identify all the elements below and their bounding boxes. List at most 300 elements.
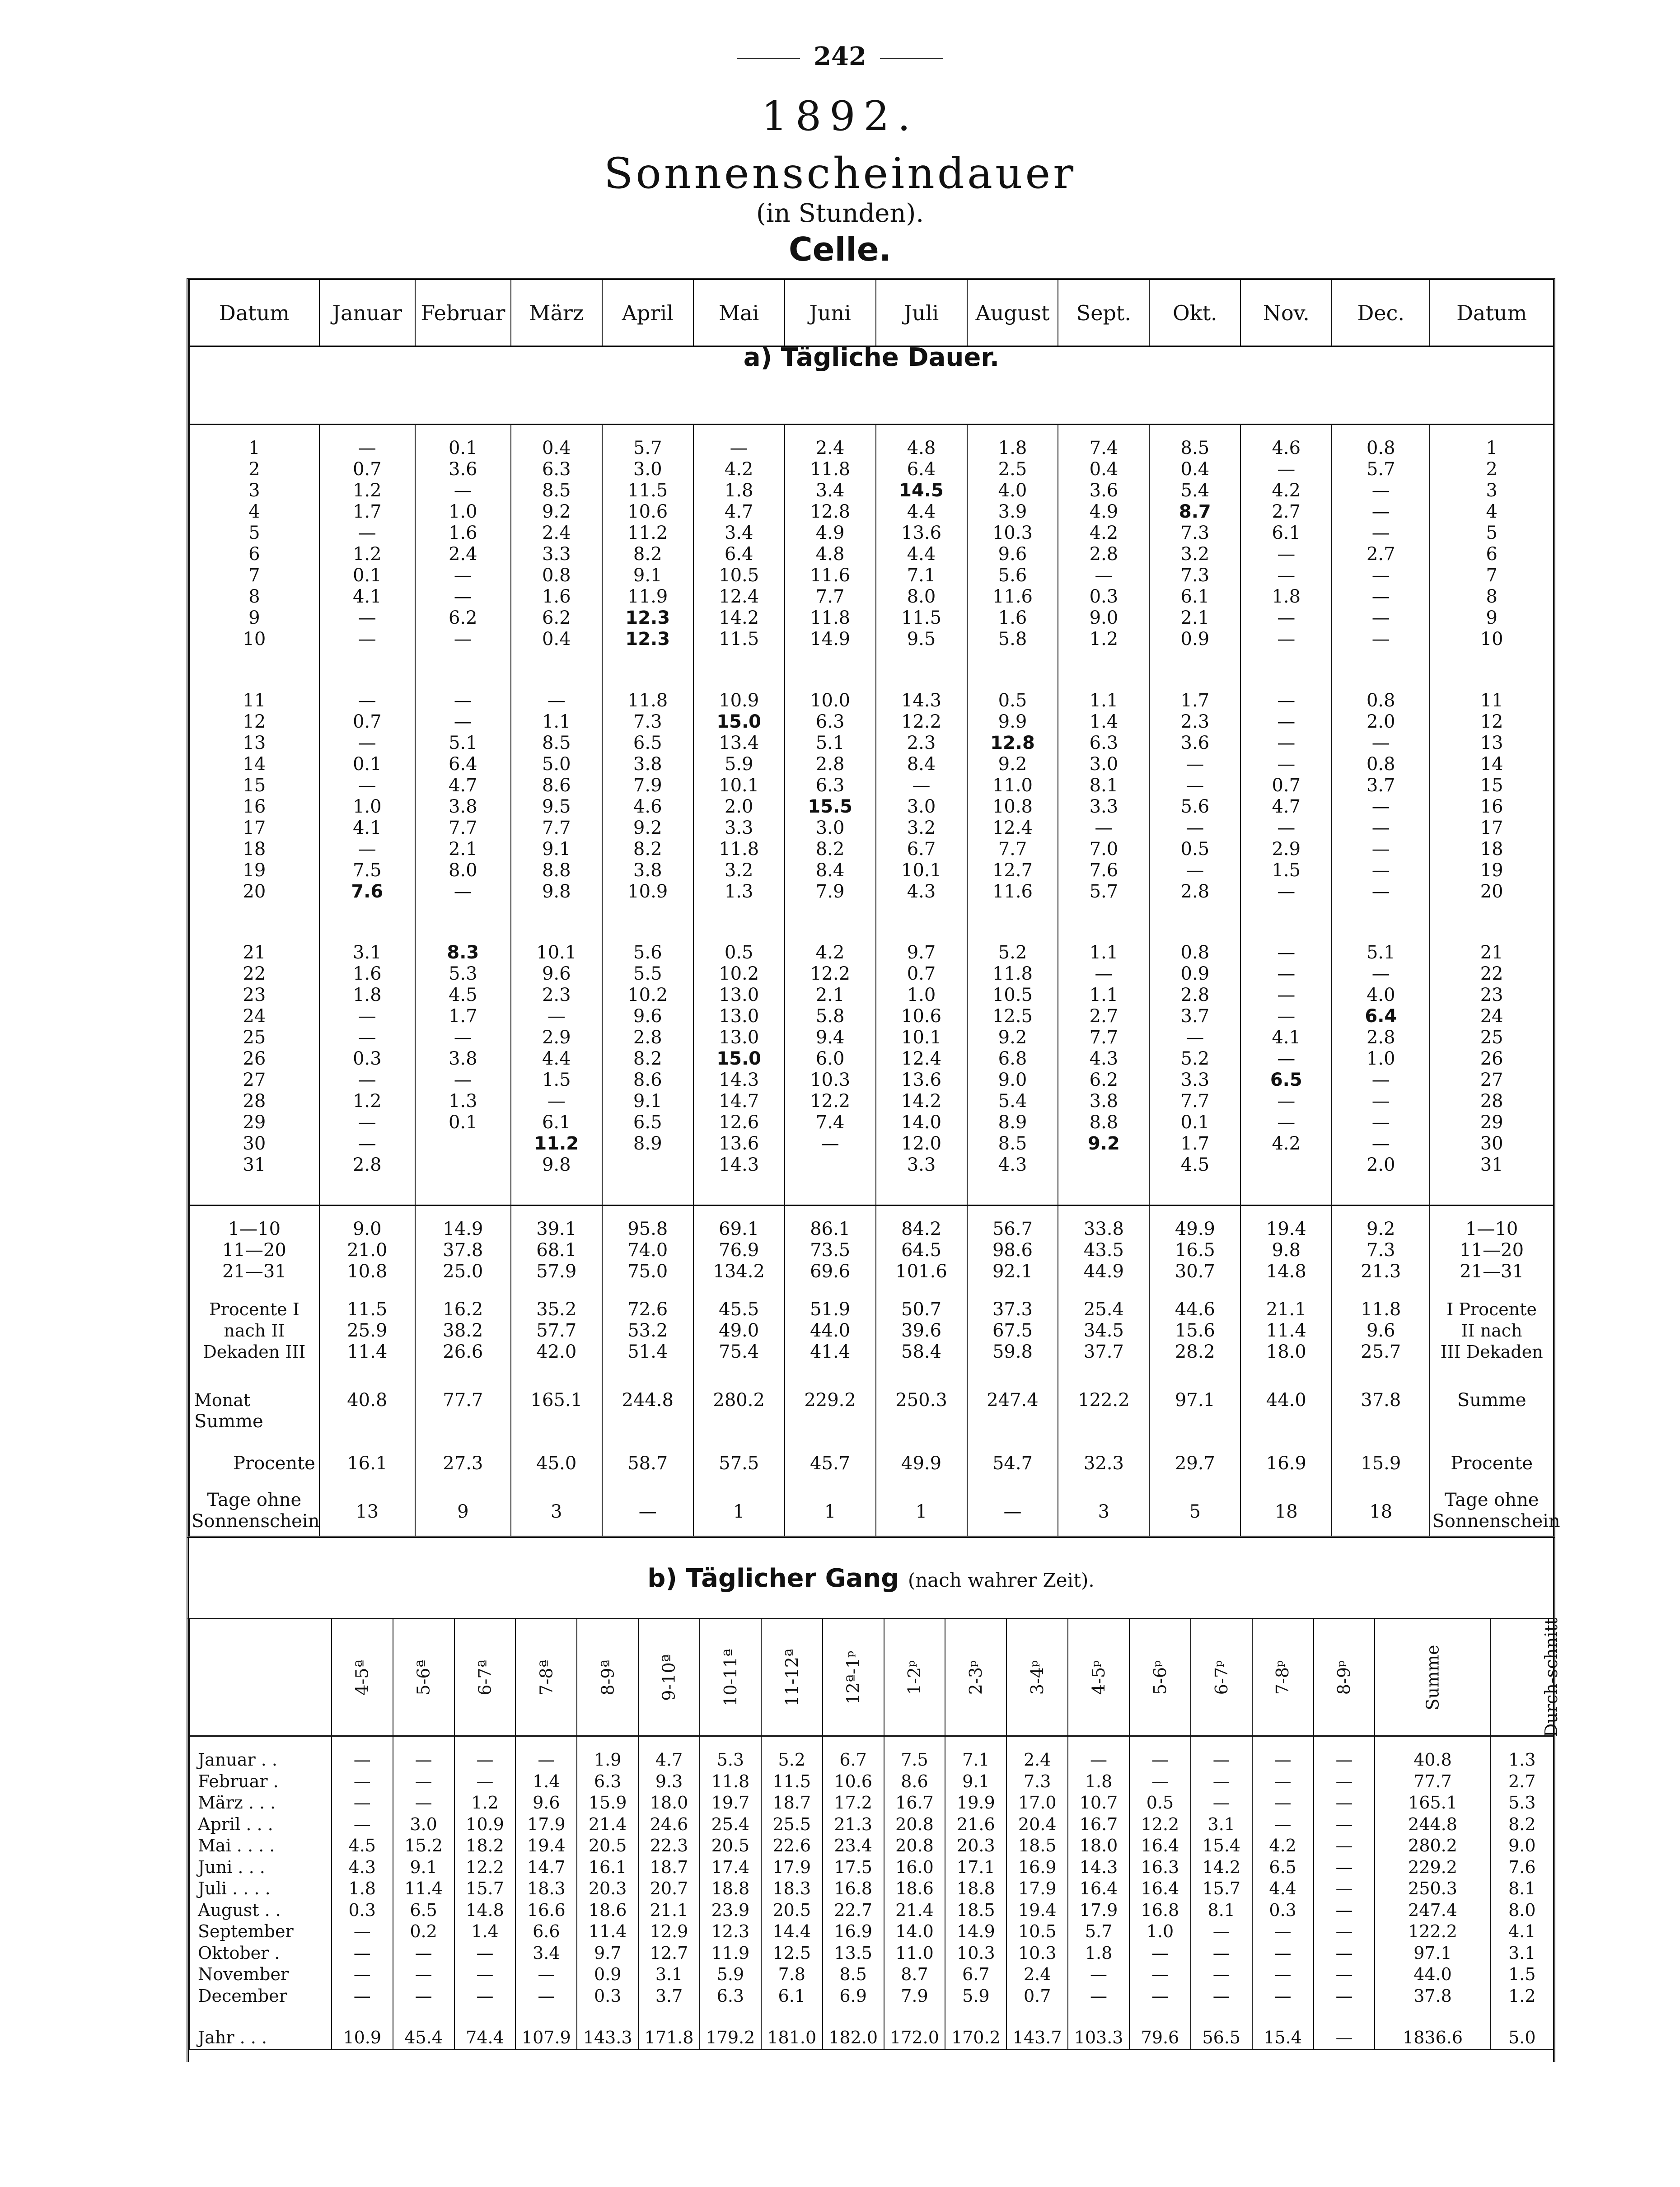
day-cell: 6.1 <box>542 1112 571 1133</box>
hour-value: 9.1 <box>945 1771 1006 1793</box>
decade-cell: 25.0 <box>443 1261 483 1282</box>
decade-cell: 69.6 <box>810 1261 851 1282</box>
hour-value: 1.5 <box>1491 1964 1553 1986</box>
hour-value: 5.7 <box>1068 1921 1129 1943</box>
hour-value: 16.4 <box>1129 1835 1191 1857</box>
hour-value: — <box>1314 1835 1375 1857</box>
day-cell: 9 <box>248 608 260 628</box>
decade-cell: 44.9 <box>1083 1261 1124 1282</box>
hour-value: — <box>393 1943 454 1964</box>
day-cell: 8.4 <box>815 860 845 881</box>
hour-value: 14.7 <box>515 1857 577 1879</box>
percent-cell: 25.7 <box>1361 1341 1401 1362</box>
day-cell: 3.8 <box>448 1048 477 1070</box>
summe-label: Summe <box>194 1411 263 1432</box>
percent-label: III Dekaden <box>1440 1341 1543 1362</box>
day-cell: 10.5 <box>992 985 1033 1006</box>
hour-value: 17.4 <box>700 1857 761 1879</box>
day-cell: 9.6 <box>542 963 571 985</box>
page-subtitle: (in Stunden). <box>756 199 924 228</box>
day-cell: 28 <box>243 1091 266 1112</box>
day-cell: 6.4 <box>724 544 753 565</box>
year-value: 45.4 <box>393 2007 454 2049</box>
percent-cell: 18.0 <box>1266 1341 1306 1362</box>
day-cell: — <box>454 586 472 607</box>
day-cell: 3.6 <box>1180 732 1210 753</box>
day-cell: 0.4 <box>1089 459 1118 480</box>
day-cell: — <box>1371 1133 1390 1154</box>
day-cell: 5.4 <box>1180 480 1210 501</box>
day-cell: — <box>358 608 376 628</box>
hour-value: 6.9 <box>823 1986 884 2007</box>
day-cell: 9.6 <box>998 544 1027 565</box>
day-cell: 8.4 <box>907 753 936 775</box>
day-cell: 0.5 <box>1180 838 1210 860</box>
hour-value: 229.2 <box>1375 1857 1490 1879</box>
hour-value: 3.7 <box>638 1986 700 2007</box>
hour-value: 6.1 <box>761 1986 823 2007</box>
day-cell: 2.4 <box>815 438 845 458</box>
hour-value: 11.9 <box>700 1943 761 1964</box>
day-cell: 4.5 <box>1180 1154 1210 1176</box>
percent-cell: 38.2 <box>443 1320 483 1341</box>
hour-value: — <box>1314 1814 1375 1836</box>
hour-value: — <box>1191 1792 1252 1814</box>
day-cell: 9.7 <box>907 942 936 963</box>
decade-cell: 19.4 <box>1266 1219 1306 1240</box>
hour-value: 14.3 <box>1068 1857 1129 1879</box>
day-cell: 0.4 <box>542 629 571 650</box>
day-cell: 0.5 <box>998 690 1027 711</box>
day-cell: 3.4 <box>724 523 753 543</box>
day-cell: 9.1 <box>542 838 571 860</box>
day-cell: 2 <box>1486 459 1497 480</box>
hour-value: 3.4 <box>515 1943 577 1964</box>
day-cell: 12.6 <box>719 1112 759 1133</box>
hour-value: 18.0 <box>638 1792 700 1814</box>
day-cell: 5.5 <box>633 963 662 985</box>
year-value: 179.2 <box>700 2007 761 2049</box>
hour-value: 250.3 <box>1375 1878 1490 1900</box>
day-cell: 10.9 <box>627 881 668 902</box>
day-cell: 2.3 <box>1180 711 1210 732</box>
hour-value: 14.9 <box>945 1921 1006 1943</box>
month-label: April . . . <box>189 1814 332 1836</box>
day-cell: — <box>1371 608 1390 628</box>
hour-value: — <box>1191 1771 1252 1793</box>
day-cell: 3.2 <box>1180 544 1210 565</box>
hour-value: 20.8 <box>884 1835 945 1857</box>
hour-value: 19.4 <box>515 1835 577 1857</box>
day-cell: 12.8 <box>810 501 851 522</box>
procente-cell: 49.9 <box>876 1445 967 1485</box>
hour-value: — <box>1068 1964 1129 1986</box>
day-cell: 3.0 <box>1089 753 1118 775</box>
day-cell <box>787 1154 874 1176</box>
decade-cell: 39.1 <box>536 1219 577 1240</box>
day-cell: 1.6 <box>542 586 571 607</box>
decade-cell: 11—20 <box>1460 1240 1524 1261</box>
hour-value: 1.8 <box>1068 1771 1129 1793</box>
percent-cell: 50.7 <box>901 1299 942 1320</box>
hour-value: 37.8 <box>1375 1986 1490 2007</box>
day-cell: 5.8 <box>998 629 1027 650</box>
day-cell: 6 <box>248 544 260 565</box>
day-cell: 31 <box>243 1154 266 1176</box>
day-cell: 15 <box>1480 775 1503 796</box>
day-cell: 10.1 <box>901 1027 942 1048</box>
day-cell: 1.2 <box>1089 629 1118 650</box>
hour-header: 6-7ᵖ <box>1191 1619 1252 1736</box>
year-value: 79.6 <box>1129 2007 1191 2049</box>
decade-cell: 101.6 <box>895 1261 947 1282</box>
hour-value: 165.1 <box>1375 1792 1490 1814</box>
hour-value: 17.9 <box>515 1814 577 1836</box>
day-cell: 14.3 <box>719 1070 759 1091</box>
day-cell: 11 <box>243 690 266 711</box>
day-cell: 0.4 <box>542 438 571 458</box>
day-cell: 8.2 <box>633 544 662 565</box>
percent-label: nach II <box>224 1320 285 1341</box>
day-cell: — <box>1277 1048 1296 1070</box>
hour-value: — <box>393 1792 454 1814</box>
day-cell: 0.4 <box>1180 459 1210 480</box>
hour-value: 7.6 <box>1491 1857 1553 1879</box>
day-cell: 8.5 <box>998 1133 1027 1154</box>
percent-cell: 11.4 <box>1266 1320 1306 1341</box>
day-cell: 3.7 <box>1180 1006 1210 1027</box>
daily-course-table <box>187 1617 1561 2062</box>
day-cell: 10.3 <box>810 1070 851 1091</box>
month-label: Januar . . <box>189 1736 332 1771</box>
hour-value: 16.7 <box>1068 1814 1129 1836</box>
hour-value: 6.3 <box>577 1771 638 1793</box>
day-cell: 2.8 <box>815 753 845 775</box>
day-cell: — <box>358 732 376 753</box>
hour-value: 7.3 <box>1006 1771 1068 1793</box>
day-cell: 13.0 <box>719 1006 759 1027</box>
day-cell: 8.8 <box>1089 1112 1118 1133</box>
hour-value: 9.3 <box>638 1771 700 1793</box>
day-cell: 1.0 <box>1366 1048 1395 1070</box>
day-cell: 0.8 <box>1366 753 1395 775</box>
hour-value: 20.5 <box>700 1835 761 1857</box>
hour-value: 12.3 <box>700 1921 761 1943</box>
hour-value: — <box>1252 1986 1314 2007</box>
month-row <box>189 1792 1553 1814</box>
month-label: Juli . . . . <box>189 1878 332 1900</box>
day-cell: 6.3 <box>542 459 571 480</box>
monat-label: Monat <box>194 1390 251 1410</box>
hour-value: 20.4 <box>1006 1814 1068 1836</box>
day-cell: — <box>1371 1070 1390 1091</box>
day-cell: 1.1 <box>1089 942 1118 963</box>
daily-duration-table <box>187 278 1560 1538</box>
decade-sums <box>189 1206 1553 1299</box>
day-cell: 6.1 <box>1272 523 1301 543</box>
day-cell: 3 <box>1486 480 1497 501</box>
percent-cell: 51.4 <box>627 1341 668 1362</box>
day-cell: — <box>1277 459 1296 480</box>
day-cell: 1.1 <box>1089 690 1118 711</box>
hour-value: 19.7 <box>700 1792 761 1814</box>
day-cell: — <box>358 1133 376 1154</box>
hour-value: 0.3 <box>1252 1900 1314 1921</box>
day-cell: 15.5 <box>808 796 852 817</box>
hour-value: — <box>1314 1857 1375 1879</box>
day-cell: — <box>1277 817 1296 838</box>
hour-value: 122.2 <box>1375 1921 1490 1943</box>
day-cell: 8.9 <box>998 1112 1027 1133</box>
hour-value: 16.9 <box>823 1921 884 1943</box>
summe-label: Summe <box>1430 1377 1553 1445</box>
day-cell: 3.8 <box>448 796 477 817</box>
hour-value: 9.6 <box>515 1792 577 1814</box>
hour-header: 5-6ª <box>393 1619 454 1736</box>
day-cell: 6.4 <box>907 459 936 480</box>
day-cell: — <box>912 775 931 796</box>
day-cell: 3.7 <box>1366 775 1395 796</box>
decade-cell: 74.0 <box>627 1240 668 1261</box>
day-cell: 9.2 <box>633 817 662 838</box>
hour-header: 4-5ᵖ <box>1068 1619 1129 1736</box>
decade-cell: 7.3 <box>1366 1240 1395 1261</box>
day-cell: — <box>1186 817 1204 838</box>
day-cell: — <box>1186 860 1204 881</box>
year-value: 5.0 <box>1491 2007 1553 2049</box>
day-cell: — <box>358 1112 376 1133</box>
day-cell: — <box>730 438 748 458</box>
hour-header: 2-3ᵖ <box>945 1619 1006 1736</box>
day-cell: 2.1 <box>815 985 845 1006</box>
hour-value: 21.4 <box>884 1900 945 1921</box>
day-cell: 5.0 <box>542 753 571 775</box>
day-cell: 2.0 <box>724 796 753 817</box>
decade-cell: 43.5 <box>1083 1240 1124 1261</box>
day-cell: 4.7 <box>448 775 477 796</box>
day-cell: 13.6 <box>901 1070 942 1091</box>
hour-value: — <box>393 1986 454 2007</box>
day-cell: 10.3 <box>992 523 1033 543</box>
hour-value: 4.7 <box>638 1736 700 1771</box>
hour-value: 4.2 <box>1252 1835 1314 1857</box>
hour-value: 3.1 <box>1191 1814 1252 1836</box>
percent-cell: 49.0 <box>719 1320 759 1341</box>
day-cell: 5.8 <box>815 1006 845 1027</box>
day-cell: 8 <box>248 586 260 607</box>
day-cell: 0.8 <box>1180 942 1210 963</box>
hour-value: 13.5 <box>823 1943 884 1964</box>
hour-header: 1-2ᵖ <box>884 1619 945 1736</box>
hour-value: — <box>1314 1736 1375 1771</box>
day-cell: 17 <box>243 817 266 838</box>
decade-cell: 49.9 <box>1175 1219 1215 1240</box>
tage-cell: 18 <box>1332 1485 1430 1536</box>
hour-value: 10.5 <box>1006 1921 1068 1943</box>
decade-cell: 21—31 <box>1460 1261 1524 1282</box>
hour-value: — <box>1252 1792 1314 1814</box>
decade-cell: 86.1 <box>810 1219 851 1240</box>
col-header: Sept. <box>1058 280 1149 346</box>
hour-value: 44.0 <box>1375 1964 1490 1986</box>
day-cell: 3.1 <box>352 942 382 963</box>
summe-cell: 77.7 <box>415 1377 511 1445</box>
hour-value: 18.8 <box>945 1878 1006 1900</box>
day-cell: 2.7 <box>1366 544 1395 565</box>
hour-value: 10.3 <box>945 1943 1006 1964</box>
day-cell: 2.8 <box>633 1027 662 1048</box>
day-cell: 4.3 <box>998 1154 1027 1176</box>
decade-cell: 9.8 <box>1272 1240 1301 1261</box>
month-row <box>189 1943 1553 1964</box>
day-cell: 27 <box>243 1070 266 1091</box>
day-block <box>189 678 1553 930</box>
section-b-heading: b) Täglicher Gang (nach wahrer Zeit). <box>187 1538 1555 1619</box>
day-cell: 19 <box>1480 860 1503 881</box>
hour-header: 7-8ª <box>515 1619 577 1736</box>
summe-row <box>189 1377 1553 1445</box>
day-cell: — <box>358 838 376 860</box>
hour-value: 8.2 <box>1491 1814 1553 1836</box>
decade-cell: 64.5 <box>901 1240 942 1261</box>
day-cell: 6.8 <box>998 1048 1027 1070</box>
day-cell: 20 <box>243 881 266 902</box>
hour-value: — <box>393 1771 454 1793</box>
hour-value: 16.0 <box>884 1857 945 1879</box>
day-cell: 2.3 <box>542 985 571 1006</box>
day-cell: 11.8 <box>992 963 1033 985</box>
procente-cell: 15.9 <box>1332 1445 1430 1485</box>
day-cell: 6.3 <box>815 711 845 732</box>
col-header: Mai <box>693 280 785 346</box>
day-cell: 9 <box>1486 608 1497 628</box>
day-cell: 2.4 <box>542 523 571 543</box>
hour-value: 12.9 <box>638 1921 700 1943</box>
day-cell: 3.8 <box>633 860 662 881</box>
day-cell: 4.1 <box>352 586 382 607</box>
hour-value: 14.4 <box>761 1921 823 1943</box>
year-value: 103.3 <box>1068 2007 1129 2049</box>
hour-value: — <box>332 1771 393 1793</box>
day-cell: — <box>358 1027 376 1048</box>
day-cell: 12 <box>1480 711 1503 732</box>
month-label: September <box>189 1921 332 1943</box>
hour-value: 1.4 <box>515 1771 577 1793</box>
day-cell: 7.7 <box>815 586 845 607</box>
day-cell: — <box>1186 775 1204 796</box>
day-cell: 4.0 <box>1366 985 1395 1006</box>
day-cell: 29 <box>243 1112 266 1133</box>
col-header: Februar <box>415 280 511 346</box>
day-cell: 12.4 <box>992 817 1033 838</box>
hour-value: 23.9 <box>700 1900 761 1921</box>
year-value: 1836.6 <box>1375 2007 1490 2049</box>
procente-cell: 58.7 <box>602 1445 693 1485</box>
day-cell: 9.2 <box>542 501 571 522</box>
day-cell: — <box>454 711 472 732</box>
day-cell: 30 <box>1480 1133 1503 1154</box>
hour-value: — <box>1252 1943 1314 1964</box>
tage-cell: 1 <box>785 1485 876 1536</box>
hour-value: — <box>454 1943 516 1964</box>
day-cell: 6.5 <box>633 732 662 753</box>
day-cell: 5.4 <box>998 1091 1027 1112</box>
day-cell: 8.0 <box>448 860 477 881</box>
hour-value: — <box>515 1986 577 2007</box>
hour-value: 77.7 <box>1375 1771 1490 1793</box>
hour-value: 1.2 <box>454 1792 516 1814</box>
percent-cell: 11.5 <box>347 1299 388 1320</box>
hour-value: 22.7 <box>823 1900 884 1921</box>
day-cell: 7.0 <box>1089 838 1118 860</box>
percent-cell: 25.4 <box>1083 1299 1124 1320</box>
hour-value: 1.0 <box>1129 1921 1191 1943</box>
page-title: Sonnenscheindauer <box>604 149 1076 198</box>
day-cell: 30 <box>243 1133 266 1154</box>
day-cell: 4.6 <box>1272 438 1301 458</box>
hour-value: 10.3 <box>1006 1943 1068 1964</box>
day-cell: 2.1 <box>448 838 477 860</box>
day-cell: — <box>454 1070 472 1091</box>
day-cell: 9.9 <box>998 711 1027 732</box>
percent-cell: 16.2 <box>443 1299 483 1320</box>
day-cell: — <box>1186 753 1204 775</box>
day-cell: 11.6 <box>810 565 851 586</box>
hour-value: — <box>454 1736 516 1771</box>
hour-value: 20.7 <box>638 1878 700 1900</box>
summe-cell: 122.2 <box>1058 1377 1149 1445</box>
tage-label: Sonnenschein <box>1432 1511 1560 1532</box>
decade-cell: 21—31 <box>222 1261 286 1282</box>
day-cell: 10.2 <box>719 963 759 985</box>
day-cell: 8.3 <box>447 942 479 963</box>
hour-header: 11-12ª <box>761 1619 823 1736</box>
hour-value: 18.7 <box>638 1857 700 1879</box>
month-label: Oktober . <box>189 1943 332 1964</box>
day-cell: 8.8 <box>542 860 571 881</box>
day-cell: 1.3 <box>448 1091 477 1112</box>
day-cell: 6.5 <box>1270 1070 1302 1091</box>
year-label: Jahr . . . <box>189 2007 332 2049</box>
day-cell: — <box>547 1006 566 1027</box>
hour-value: — <box>454 1986 516 2007</box>
hour-value: 25.5 <box>761 1814 823 1836</box>
hour-header: 8-9ª <box>577 1619 638 1736</box>
hour-value: 17.9 <box>761 1857 823 1879</box>
percent-cell: 51.9 <box>810 1299 851 1320</box>
decade-cell: 84.2 <box>901 1219 942 1240</box>
decade-cell: 21.3 <box>1361 1261 1401 1282</box>
hour-value: 3.1 <box>1491 1943 1553 1964</box>
day-cell: 12.8 <box>990 732 1035 753</box>
day-cell: 2.4 <box>448 544 477 565</box>
day-cell: 7.6 <box>1089 860 1118 881</box>
table-a <box>189 280 1560 1536</box>
day-cell: 11.5 <box>719 629 759 650</box>
hour-value: 8.6 <box>884 1771 945 1793</box>
day-cell: 8.7 <box>1179 501 1211 522</box>
year-value: 10.9 <box>332 2007 393 2049</box>
decade-cell: 73.5 <box>810 1240 851 1261</box>
day-cell <box>604 1154 691 1176</box>
hour-value: 17.2 <box>823 1792 884 1814</box>
decade-cell: 76.9 <box>719 1240 759 1261</box>
day-cell: 0.7 <box>352 459 382 480</box>
hour-header: 10-11ª <box>700 1619 761 1736</box>
month-row <box>189 1921 1553 1943</box>
day-cell: 11.6 <box>992 881 1033 902</box>
day-cell: 7.7 <box>1180 1091 1210 1112</box>
